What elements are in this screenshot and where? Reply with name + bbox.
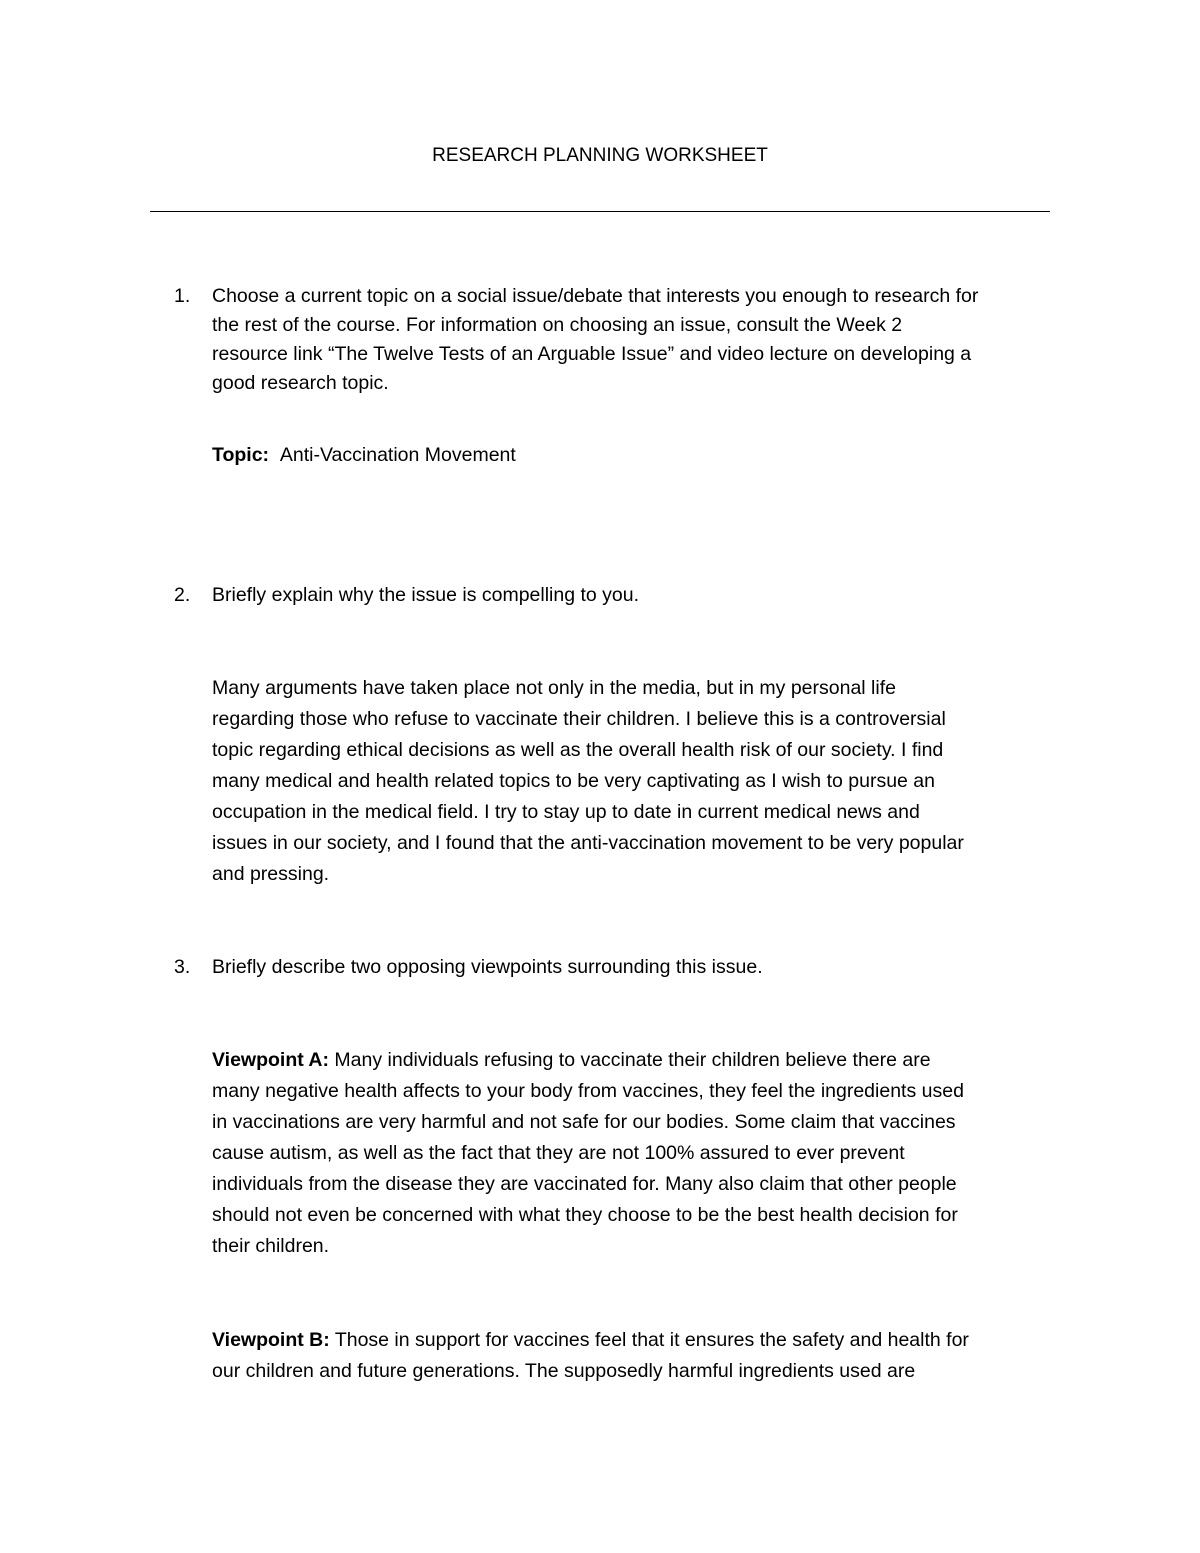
q1-prompt-line: Choose a current topic on a social issue/debate that interests you enough to research for	[212, 285, 979, 307]
q1-prompt-line: resource link “The Twelve Tests of an Arguable Issue” and video lecture on developing a	[212, 343, 972, 365]
q2-answer-line: many medical and health related topics to be very captivating as I wish to pursue an	[212, 770, 935, 792]
topic-value: Anti-Vaccination Movement	[279, 444, 516, 466]
q2-number: 2.	[174, 584, 191, 606]
page-title: RESEARCH PLANNING WORKSHEET	[432, 145, 768, 166]
viewpoint-a	[212, 1045, 1072, 1262]
viewpoint-a-line: individuals from the disease they are vaccinated for. Many also claim that other people	[212, 1173, 957, 1195]
viewpoint-a-line: cause autism, as well as the fact that they are not 100% assured to ever prevent	[212, 1142, 905, 1164]
viewpoint-b-line: our children and future generations. The supposedly harmful ingredients used are	[212, 1360, 916, 1382]
q1-prompt	[212, 282, 1072, 398]
viewpoint-b-first-line	[212, 1325, 1072, 1356]
topic-label: Topic:	[212, 444, 270, 466]
viewpoint-a-line: their children.	[212, 1235, 330, 1257]
q2-answer-line: issues in our society, and I found that the anti-vaccination movement to be very popular	[212, 832, 964, 854]
q3-prompt: Briefly describe two opposing viewpoints surrounding this issue.	[212, 956, 763, 978]
viewpoint-a-line: in vaccinations are very harmful and not safe for our bodies. Some claim that vaccines	[212, 1111, 956, 1133]
viewpoint-a-first-text: Many individuals refusing to vaccinate their children believe there are	[334, 1049, 931, 1071]
q2-answer	[212, 673, 1072, 890]
q1-number: 1.	[174, 285, 191, 307]
viewpoint-a-line: should not even be concerned with what they choose to be the best health decision for	[212, 1204, 958, 1226]
viewpoint-b-label: Viewpoint B:	[212, 1329, 330, 1351]
viewpoint-b	[212, 1325, 1072, 1387]
viewpoint-a-first-line	[212, 1045, 1072, 1076]
viewpoint-a-label: Viewpoint A:	[212, 1049, 329, 1071]
q1-prompt-line: good research topic.	[212, 372, 389, 394]
viewpoint-a-line: many negative health affects to your body from vaccines, they feel the ingredients used	[212, 1080, 964, 1102]
q3-number: 3.	[174, 956, 191, 978]
q2-answer-line: regarding those who refuse to vaccinate their children. I believe this is a controversial	[212, 708, 946, 730]
q2-answer-line: and pressing.	[212, 863, 330, 885]
q2-answer-line: Many arguments have taken place not only in the media, but in my personal life	[212, 677, 896, 699]
topic-line	[212, 441, 1072, 470]
q2-prompt: Briefly explain why the issue is compelling to you.	[212, 584, 640, 606]
title-divider	[150, 211, 1050, 212]
q2-answer-line: occupation in the medical field. I try to stay up to date in current medical news and	[212, 801, 920, 823]
viewpoint-b-first-text: Those in support for vaccines feel that it ensures the safety and health for	[334, 1329, 969, 1351]
q1-prompt-line: the rest of the course. For information on choosing an issue, consult the Week 2	[212, 314, 903, 336]
q2-answer-line: topic regarding ethical decisions as well as the overall health risk of our society. I find	[212, 739, 944, 761]
